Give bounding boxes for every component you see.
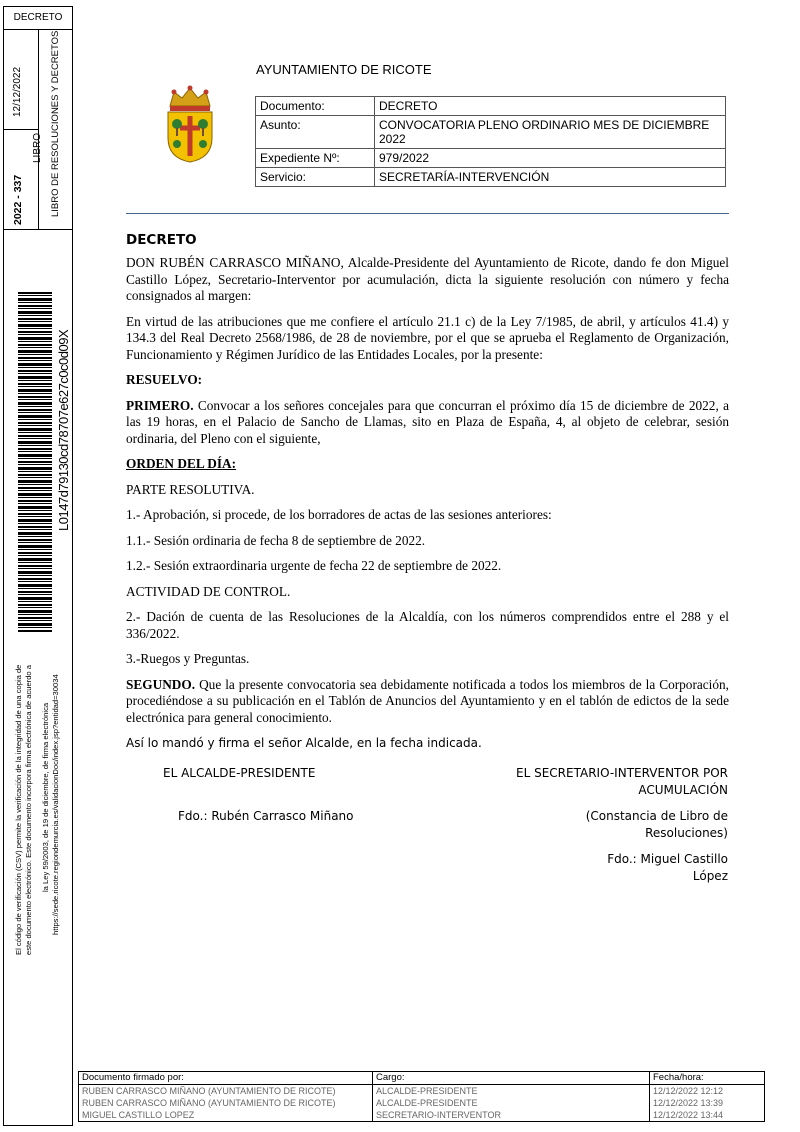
mayor-signature-name: Fdo.: Rubén Carrasco Miñano bbox=[178, 809, 354, 823]
margin-book-short: LIBRO bbox=[32, 132, 43, 163]
csv-note-line2: este documento electrónico. Este documento incorpora firma electrónica de acuerdo a bbox=[24, 665, 33, 955]
csv-code: L0147d79130cd78707e627c0c0d09X bbox=[56, 329, 71, 531]
header-divider bbox=[126, 213, 729, 214]
csv-note-line3: la Ley 59/2003, de 19 de diciembre, de firma electrónica bbox=[41, 702, 50, 892]
organization-name: AYUNTAMIENTO DE RICOTE bbox=[256, 62, 432, 77]
barcode bbox=[18, 292, 52, 632]
signer-row: RUBEN CARRASCO MIÑANO (AYUNTAMIENTO DE RICOTE) ALCALDE-PRESIDENTE 12/12/2022 13:39 bbox=[79, 1097, 765, 1109]
meta-row: Expediente Nº: 979/2022 bbox=[256, 149, 726, 168]
margin-book-full: LIBRO DE RESOLUCIONES Y DECRETOS bbox=[50, 30, 61, 217]
signers-table bbox=[78, 1071, 765, 1122]
margin-number: 2022 - 337 bbox=[12, 174, 24, 225]
agenda-item: ACTIVIDAD DE CONTROL. bbox=[126, 583, 291, 599]
meta-row: Documento: DECRETO bbox=[256, 97, 726, 116]
agenda-item: PARTE RESOLUTIVA. bbox=[126, 481, 255, 497]
decree-body bbox=[126, 232, 729, 761]
signers-table-header: Documento firmado por: Cargo: Fecha/hora: bbox=[79, 1072, 765, 1085]
margin-date: 12/12/2022 bbox=[12, 66, 23, 117]
signer-row: RUBEN CARRASCO MIÑANO (AYUNTAMIENTO DE RICOTE) ALCALDE-PRESIDENTE 12/12/2022 12:12 bbox=[79, 1085, 765, 1098]
csv-note-line4: https://sede.ricote.regiondemurcia.es/validacionDoc/index.jsp?entidad=30034 bbox=[51, 674, 60, 935]
csv-note-line1: El código de verificación (CSV) permite la verificación de la integridad de una copia de bbox=[14, 664, 23, 955]
meta-row: Asunto: CONVOCATORIA PLENO ORDINARIO MES DE DICIEMBRE 2022 bbox=[256, 116, 726, 149]
agenda-item: 3.-Ruegos y Preguntas. bbox=[126, 651, 250, 666]
secretary-signature-block: EL SECRETARIO-INTERVENTOR POR ACUMULACIÓN (Constancia de Libro de Resoluciones) Fdo.: Miguel Castillo López bbox=[516, 766, 728, 883]
document-metadata-table bbox=[255, 96, 726, 187]
meta-row: Servicio: SECRETARÍA-INTERVENCIÓN bbox=[256, 168, 726, 187]
orden-del-dia-heading: ORDEN DEL DÍA: bbox=[126, 456, 237, 471]
resuelvo-heading: RESUELVO: bbox=[126, 372, 203, 387]
margin-info-box bbox=[4, 29, 72, 230]
verification-margin bbox=[3, 6, 73, 1126]
primero-paragraph: PRIMERO. Convocar a los señores concejales para que concurran el próximo día 15 de diciembre de 2022, a las 19 horas, en el Palacio de Sancho de Llamas, sito en Plaza de España, 4, al objeto de celebrar, sesión ordinaria, del Pleno con el siguiente, bbox=[126, 397, 729, 446]
legal-basis-paragraph: En virtud de las atribuciones que me confiere el artículo 21.1 c) de la Ley 7/1985, de abril, y artículos 41.4) y 134.3 del Real Decreto 2568/1986, de 28 de noviembre, por el que se aprueba el Reglamento de Organización, Funcionamiento y Régimen Jurídico de las Entidades Locales, por la presente: bbox=[126, 313, 729, 362]
agenda-item: 1.1.- Sesión ordinaria de fecha 8 de septiembre de 2022. bbox=[126, 532, 426, 548]
coat-of-arms-logo bbox=[164, 84, 216, 164]
agenda-item: 1.2.- Sesión extraordinaria urgente de fecha 22 de septiembre de 2022. bbox=[126, 558, 502, 573]
mayor-title: EL ALCALDE-PRESIDENTE bbox=[163, 766, 316, 780]
decree-title: DECRETO bbox=[126, 232, 197, 248]
segundo-paragraph: SEGUNDO. Que la presente convocatoria sea debidamente notificada a todos los miembros de la Corporación, procediéndose a su publicación en el Tablón de Anuncios del Ayuntamiento y en el tablón de edictos de la sede electrónica para general conocimiento. bbox=[126, 676, 729, 725]
intro-paragraph: DON RUBÉN CARRASCO MIÑANO, Alcalde-Presidente del Ayuntamiento de Ricote, dando fe don Miguel Castillo López, Secretario-Interventor por acumulación, dicta la siguiente resolución con número y fecha consignados al margen: bbox=[126, 255, 729, 303]
signer-row: MIGUEL CASTILLO LOPEZ SECRETARIO-INTERVENTOR 12/12/2022 13:44 bbox=[79, 1109, 765, 1122]
agenda-item: 1.- Aprobación, si procede, de los borradores de actas de las sesiones anteriores: bbox=[126, 507, 552, 522]
margin-doc-type: DECRETO bbox=[4, 7, 72, 30]
closing-line: Así lo mandó y firma el señor Alcalde, en la fecha indicada. bbox=[126, 736, 482, 750]
agenda-item: 2.- Dación de cuenta de las Resoluciones de la Alcaldía, con los números comprendidos entre el 288 y el 336/2022. bbox=[126, 609, 729, 641]
